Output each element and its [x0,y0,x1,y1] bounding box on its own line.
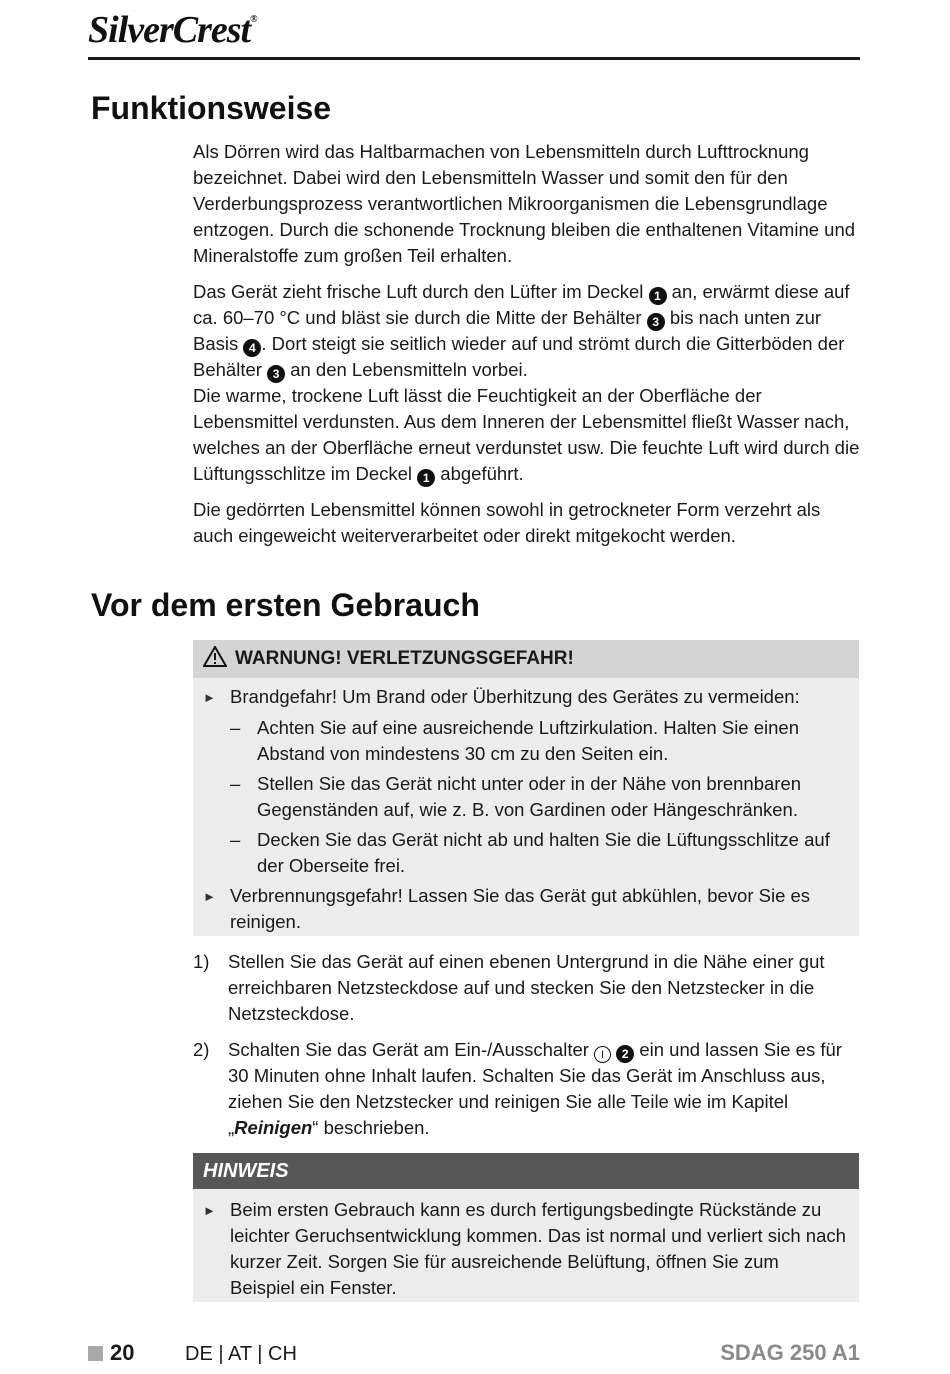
chapter-reference: Reinigen [234,1117,313,1138]
warning-subitem: – Achten Sie auf eine ausreichende Luftzirkulation. Halten Sie einen Abstand von mindestens 30 cm zu den Seiten ein. [230,717,799,764]
warning-triangle-icon [203,646,227,673]
hint-box [193,1153,859,1302]
brand-logo: SilverCrest® [88,9,257,51]
warning-bullet: ► Verbrennungsgefahr! Lassen Sie das Gerät gut abkühlen, bevor Sie es reinigen. [203,883,847,935]
warning-box [193,640,859,936]
paragraph: Die gedörrten Lebensmittel können sowohl in getrockneter Form verzehrt als auch eingeweicht weiterverarbeitet oder direkt mitgekocht werden. [193,499,821,546]
step-item: 2) Schalten Sie das Gerät am Ein-/Ausschalter I 2 ein und lassen Sie es für 30 Minuten ohne Inhalt laufen. Schalten Sie das Gerät im Anschluss aus, ziehen Sie den Netzstecker und reinigen Sie alle Teile wie im Kapitel „Reinigen“ beschrieben. [193,1039,842,1138]
arrow-bullet-icon: ► [203,889,216,904]
part-number-2-icon: 2 [616,1045,634,1063]
warning-bullet: ► Brandgefahr! Um Brand oder Überhitzung des Gerätes zu vermeiden: [203,684,847,711]
page-number: 20 [110,1340,135,1365]
hint-header: HINWEIS [193,1153,859,1189]
part-number-1-icon: 1 [417,469,435,487]
warning-subitem: – Stellen Sie das Gerät nicht unter oder in der Nähe von brennbaren Gegenständen auf, wie z. B. von Gardinen oder Hängeschränken. [230,773,802,820]
step-item: 1) Stellen Sie das Gerät auf einen ebenen Untergrund in die Nähe einer gut erreichbaren Netzsteckdose auf und stecken Sie den Netzstecker in die Netzsteckdose. [193,951,825,1024]
page-footer [88,1340,860,1370]
paragraph: Als Dörren wird das Haltbarmachen von Lebensmitteln durch Lufttrocknung bezeichnet. Dabei wird den Lebensmitteln Wasser und somit den für den Verderbungsprozess verantwortlichen Mikroorganismen die Lebensgrundlage entzogen. Durch die schonende Trocknung bleiben die enthaltenen Vitamine und Mineralstoffe zum großen Teil erhalten. [193,141,856,266]
part-number-3-icon: 3 [267,365,285,383]
part-number-4-icon: 4 [243,339,261,357]
warning-header: WARNUNG! VERLETZUNGSGEFAHR! [193,640,859,678]
header-rule [88,57,860,60]
power-switch-icon: I [594,1046,611,1063]
hint-bullet: ► Beim ersten Gebrauch kann es durch fertigungsbedingte Rückstände zu leichter Geruchsentwicklung kommen. Das ist normal und verliert sich nach kurzer Zeit. Sorgen Sie für ausreichende Belüftung, öffnen Sie zum Beispiel ein Fenster. [203,1197,847,1301]
part-number-3-icon: 3 [647,313,665,331]
warning-subitem: – Decken Sie das Gerät nicht ab und halten Sie die Lüftungsschlitze auf der Oberseite frei. [230,829,830,876]
arrow-bullet-icon: ► [203,1203,216,1218]
language-codes: DE | AT | CH [185,1343,297,1365]
model-number: SDAG 250 A1 [720,1340,860,1365]
part-number-1-icon: 1 [649,287,667,305]
footer-square-icon [88,1346,103,1361]
arrow-bullet-icon: ► [203,690,216,705]
section-funktionsweise-body [193,139,861,559]
steps-list [193,949,859,1151]
paragraph: Das Gerät zieht frische Luft durch den Lüfter im Deckel 1 an, erwärmt diese auf ca. 60–70 °C und bläst sie durch die Mitte der Behälter 3 bis nach unten zur Basis 4 . Dort steigt sie seitlich wieder auf und strömt durch die Gitterböden der Behälter 3 an den Lebensmitteln vorbei. Die warme, trockene Luft lässt die Feuchtigkeit an der Oberfläche der Lebensmittel verdunsten. Aus dem Inneren der Lebensmittel fließt Wasser nach, welches an der Oberfläche erneut verdunstet usw. Die feuchte Luft wird durch die Lüftungsschlitze im Deckel 1 abgeführt. [193,281,860,485]
section-title-funktionsweise: Funktionsweise [91,90,332,126]
section-title-vor-dem-ersten-gebrauch: Vor dem ersten Gebrauch [91,587,480,623]
